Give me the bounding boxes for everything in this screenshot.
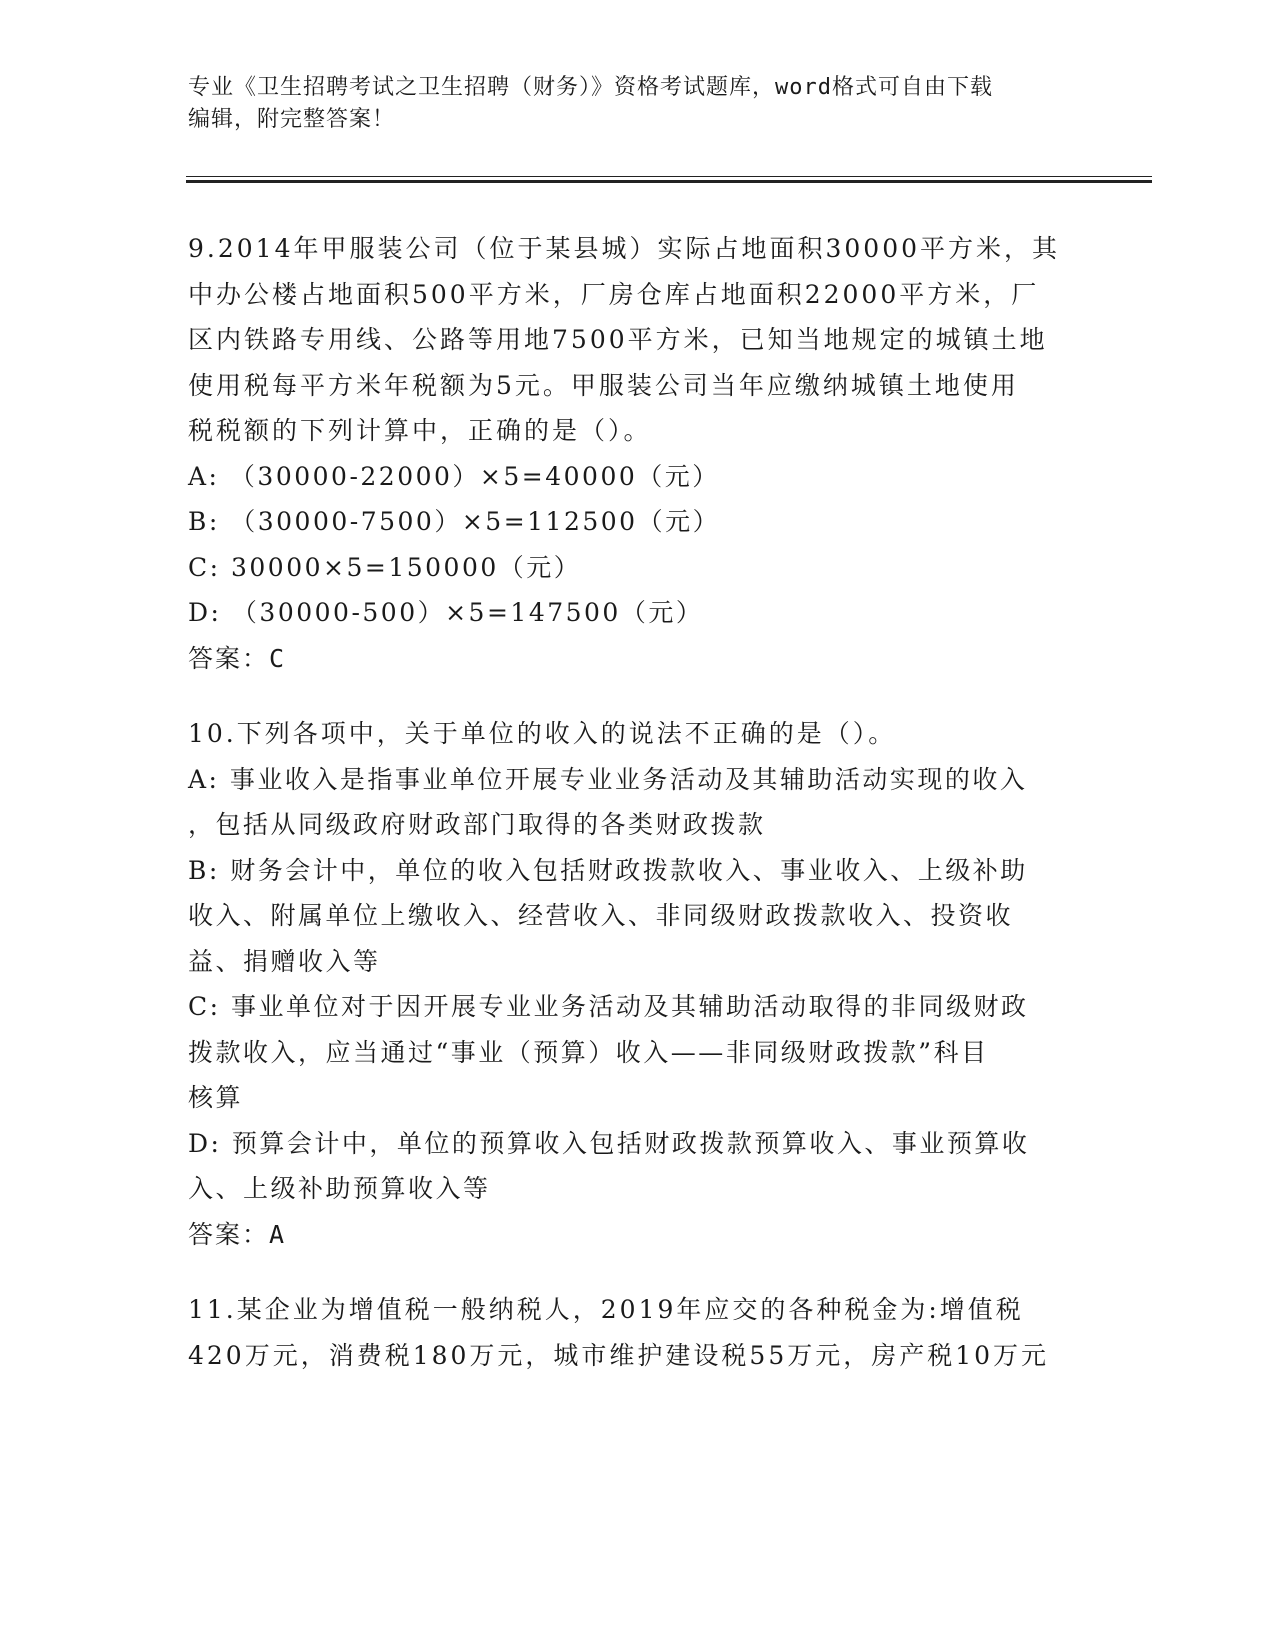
option-b: B: （30000-7500）×5=112500（元） [188,507,721,536]
option-line: ，包括从同级政府财政部门取得的各类财政拨款 [188,810,766,839]
option-d [188,1121,1088,1212]
header-divider-thin [186,176,1152,177]
question-stem-line: 区内铁路专用线、公路等用地7500平方米，已知当地规定的城镇土地 [188,325,1048,354]
question-9 [188,226,1088,681]
option-line: A: 事业收入是指事业单位开展专业业务活动及其辅助活动实现的收入 [188,764,1028,794]
header-line-1: 专业《卫生招聘考试之卫生招聘（财务）》资格考试题库，word格式可自由下载 [188,75,993,100]
header-divider-thick [186,180,1152,183]
question-stem-line: 中办公楼占地面积500平方米，厂房仓库占地面积22000平方米，厂 [188,279,1040,309]
option-line: 入、上级补助预算收入等 [188,1174,491,1203]
option-a [188,757,1088,848]
option-b [188,848,1088,985]
option-a: A: （30000-22000）×5=40000（元） [188,461,720,491]
option-line: 益、捐赠收入等 [188,946,381,976]
question-stem-line: 9.2014年甲服装公司（位于某县城）实际占地面积30000平方米，其 [188,234,1061,263]
answer-label: 答案：A [188,1219,287,1249]
question-stem-line: 11.某企业为增值税一般纳税人，2019年应交的各种税金为:增值税 [188,1295,1024,1324]
option-line: 核算 [188,1083,244,1112]
question-10 [188,711,1088,1257]
question-stem-line: 10.下列各项中，关于单位的收入的说法不正确的是（）。 [188,719,897,748]
option-line: D: 预算会计中，单位的预算收入包括财政拨款预算收入、事业预算收 [188,1128,1030,1158]
option-line: C: 事业单位对于因开展专业业务活动及其辅助活动取得的非同级财政 [188,992,1029,1021]
answer-label: 答案：C [188,643,287,673]
question-stem-line: 使用税每平方米年税额为5元。甲服装公司当年应缴纳城镇土地使用 [188,370,1019,400]
question-list [188,226,1088,1408]
option-c: C: 30000×5=150000（元） [188,552,582,582]
document-header [188,72,1068,136]
header-line-2: 编辑，附完整答案！ [188,107,396,132]
option-line: 拨款收入，应当通过“事业（预算）收入——非同级财政拨款”科目 [188,1037,989,1067]
question-stem-line: 420万元，消费税180万元，城市维护建设税55万元，房产税10万元 [188,1340,1050,1370]
question-11 [188,1287,1088,1378]
question-stem-line: 税税额的下列计算中，正确的是（）。 [188,416,652,445]
option-d: D: （30000-500）×5=147500（元） [188,598,704,627]
option-line: 收入、附属单位上缴收入、经营收入、非同级财政拨款收入、投资收 [188,901,1014,930]
option-c [188,984,1088,1121]
option-line: B: 财务会计中，单位的收入包括财政拨款收入、事业收入、上级补助 [188,855,1028,885]
